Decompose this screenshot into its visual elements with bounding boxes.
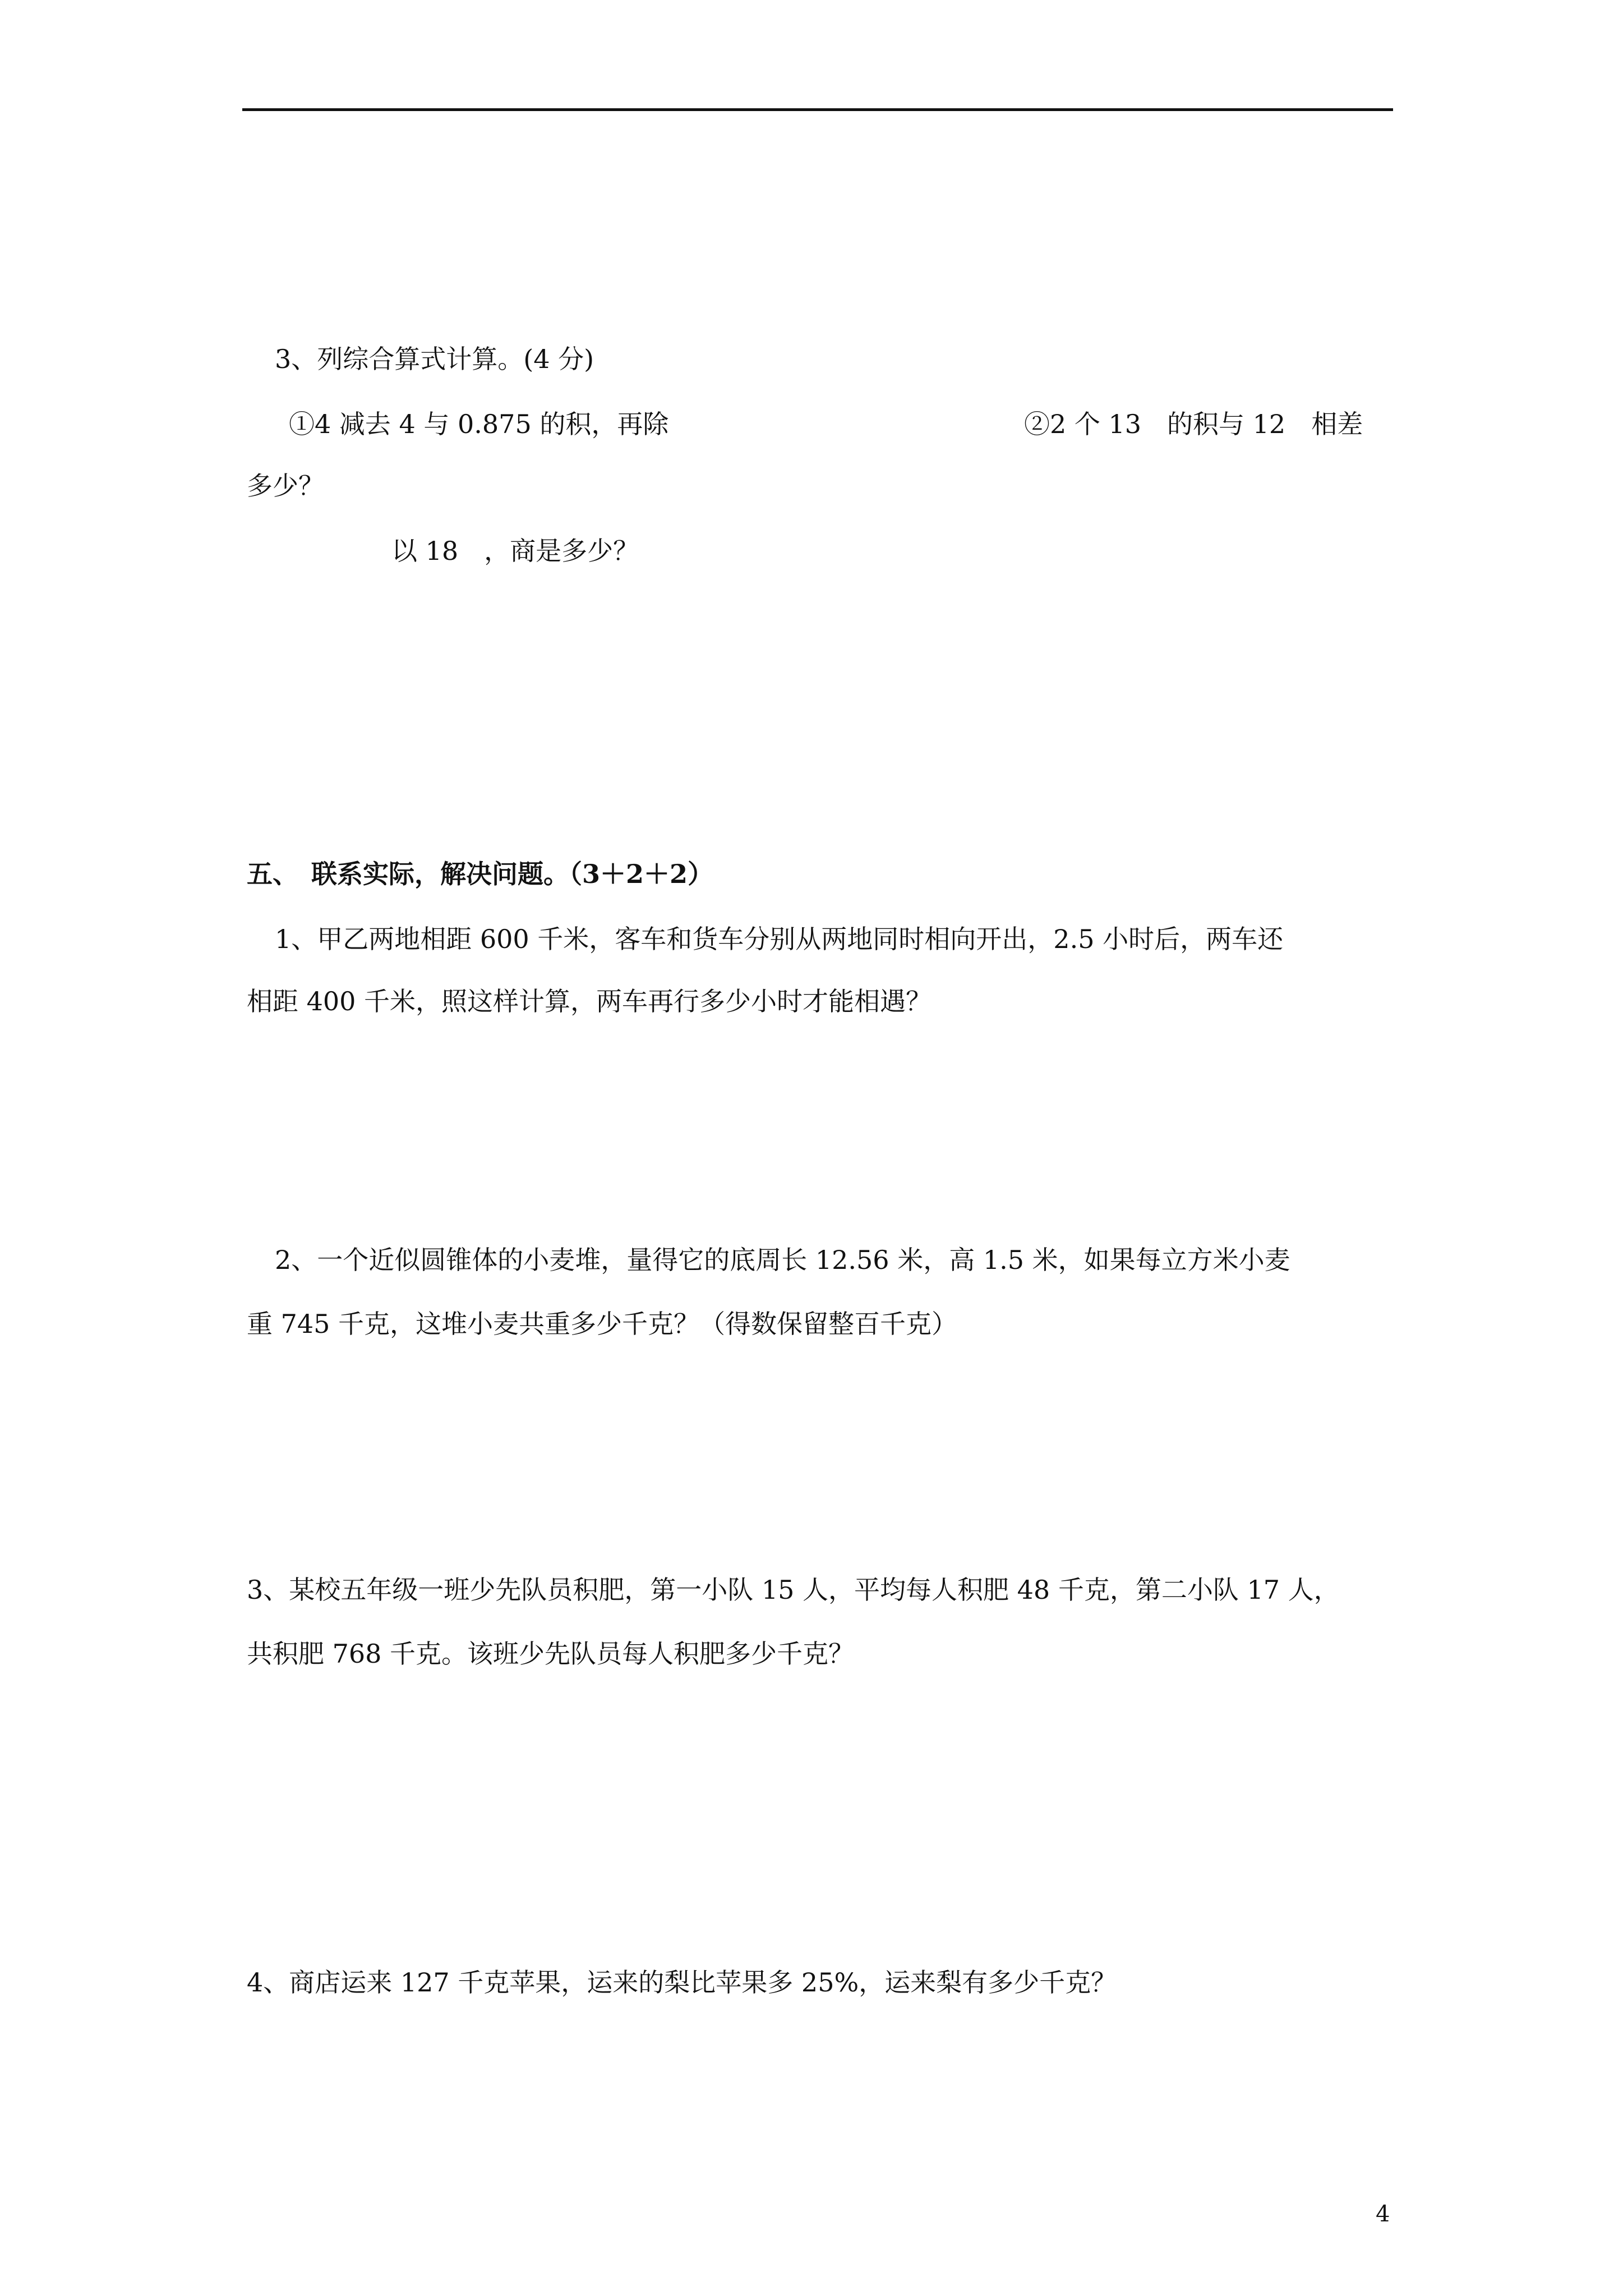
problem-1-line2: 相距 400 千米，照这样计算，两车再行多少小时才能相遇？	[247, 986, 932, 1016]
problem-2-line2: 重 745 千克，这堆小麦共重多少千克？（得数保留整百千克）	[247, 1309, 958, 1339]
right-question-line2: 多少？	[247, 471, 324, 501]
header-rule	[242, 108, 1393, 111]
page-number: 4	[1376, 2201, 1390, 2227]
problem-3-line1: 3、某校五年级一班少先队员积肥，第一小队 15 人，平均每人积肥 48 千克，第二小队 17 人，	[247, 1575, 1340, 1605]
problem-3-line2: 共积肥 768 千克。该班少先队员每人积肥多少千克？	[247, 1639, 855, 1669]
problem-2-line1: 2、一个近似圆锥体的小麦堆，量得它的底周长 12.56 米，高 1.5 米，如果每立方米小麦	[275, 1245, 1290, 1275]
problem-1-line1: 1、甲乙两地相距 600 千米，客车和货车分别从两地同时相向开出，2.5 小时后，两车还	[275, 924, 1284, 954]
right-question-line1: ②2 个 13 的积与 12 相差	[1024, 409, 1363, 439]
left-question-line2: 以 18 ，商是多少？	[391, 536, 639, 566]
item-title: 3、列综合算式计算。(4 分)	[275, 344, 594, 374]
left-question-line1: ①4 减去 4 与 0.875 的积，再除	[289, 409, 669, 439]
section-heading: 五、 联系实际，解决问题。（3＋2＋2）	[247, 859, 714, 889]
problem-4-line1: 4、商店运来 127 千克苹果，运来的梨比苹果多 25%，运来梨有多少千克？	[247, 1967, 1117, 1998]
